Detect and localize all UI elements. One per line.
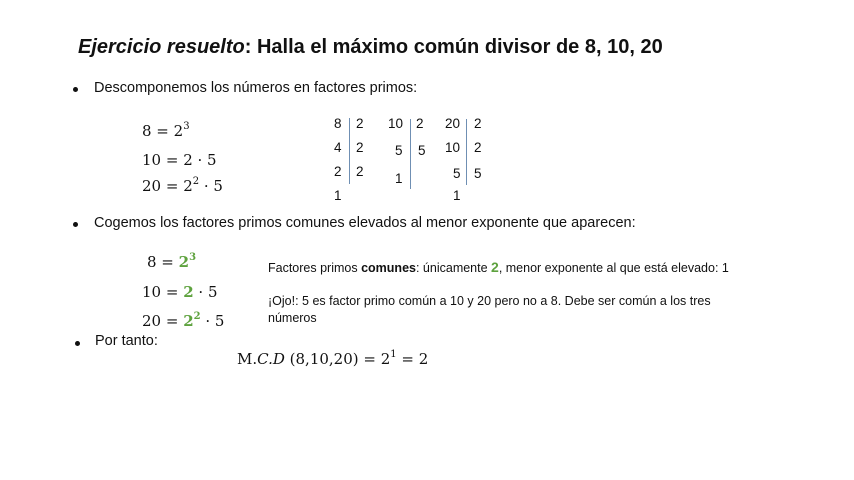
bullet-conclusion: Por tanto: <box>95 333 158 349</box>
ladder-divider <box>410 119 411 189</box>
note-warning: ¡Ojo!: 5 es factor primo común a 10 y 20 pero no a 8. Debe ser común a los tres números <box>268 294 711 325</box>
gcd-result: M.C.D $(8,10,20) = 2^1 = 2$ <box>237 349 429 368</box>
note-common-factors: Factores primos comunes: únicamente 2, menor exponente al que está elevado: 1 <box>268 259 729 275</box>
ladder-value: 20 <box>445 116 461 131</box>
ladder-value: 10 <box>388 116 404 131</box>
ladder-divider <box>349 118 350 184</box>
ladder-value: 1 <box>395 171 403 186</box>
ladder-divisor: 2 <box>416 116 424 131</box>
common-factorization-10: 10 = 2 · 5 <box>142 283 218 301</box>
factorization-8: $8 = 2^3$ <box>142 121 190 140</box>
ladder-divisor: 5 <box>418 143 426 158</box>
bullet-dot <box>73 87 78 92</box>
factorization-20: $20 = 2^2 \cdot 5$ <box>142 176 223 195</box>
ladder-divisor: 5 <box>474 166 482 181</box>
ladder-divisor: 2 <box>474 116 482 131</box>
ladder-value: 2 <box>334 164 342 179</box>
factorization-10: 10 = 2 · 5 <box>142 151 217 169</box>
ladder-value: 5 <box>453 166 461 181</box>
bullet-decompose: Descomponemos los números en factores primos: <box>94 80 418 96</box>
title-italic: Ejercicio resuelto <box>78 36 245 58</box>
common-factorization-20: $20 = 2^2 \cdot 5$ <box>142 311 225 330</box>
ladder-value: 8 <box>334 116 342 131</box>
title-rest: : Halla el máximo común divisor de 8, 10, 20 <box>244 36 663 58</box>
bullet-common-factors: Cogemos los factores primos comunes elevados al menor exponente que aparecen: <box>94 215 636 231</box>
ladder-value: 5 <box>395 143 403 158</box>
ladder-divider <box>466 119 467 185</box>
ladder-divisor: 2 <box>356 116 364 131</box>
ladder-value: 10 <box>445 140 461 155</box>
ladder-value: 1 <box>453 188 461 203</box>
bullet-dot <box>73 222 78 227</box>
ladder-divisor: 2 <box>356 140 364 155</box>
ladder-value: 1 <box>334 188 342 203</box>
common-factorization-8: $8 = 2^3$ <box>147 252 197 271</box>
ladder-value: 4 <box>334 140 342 155</box>
bullet-dot <box>75 341 80 346</box>
ladder-divisor: 2 <box>474 140 482 155</box>
page-title <box>78 36 663 59</box>
ladder-divisor: 2 <box>356 164 364 179</box>
